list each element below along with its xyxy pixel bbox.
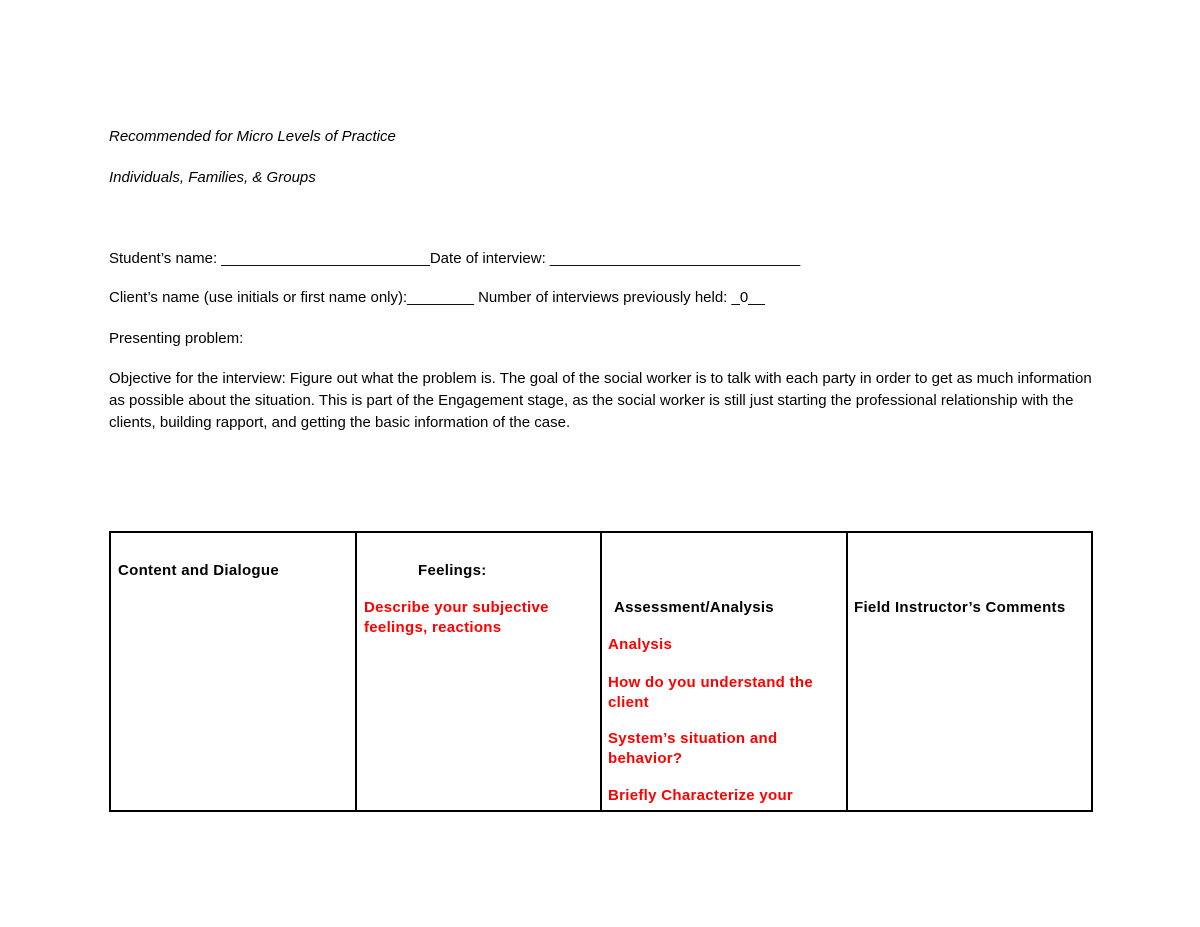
field-instructor-header: Field Instructor’s Comments <box>854 599 1066 616</box>
content-dialogue-header: Content and Dialogue <box>118 562 279 579</box>
assessment-item: Briefly Characterize your <box>608 787 794 804</box>
assessment-header: Assessment/Analysis <box>614 599 774 616</box>
header-practice-level: Recommended for Micro Levels of Practice <box>109 128 396 145</box>
feelings-column <box>357 533 602 810</box>
student-name-date-line: Student’s name: _________________________Date of interview: ______________________________ <box>109 250 801 267</box>
assessment-column <box>602 533 848 810</box>
objective-paragraph: Objective for the interview: Figure out what the problem is. The goal of the social worker is to talk with each party in order to get as much information as possible about the situation. This is part of the Engagement stage, as the social worker is still just starting the professional relationship with the clients, building rapport, and getting the basic information of the case. <box>109 370 1092 431</box>
assessment-item: Analysis <box>608 636 673 653</box>
assessment-item: System’s situation and behavior? <box>608 730 778 767</box>
content-dialogue-column <box>111 533 357 810</box>
feelings-header: Feelings: <box>418 562 487 579</box>
feelings-description: Describe your subjective feelings, reactions <box>364 599 549 636</box>
field-instructor-column <box>848 533 1091 810</box>
header-client-types: Individuals, Families, & Groups <box>109 169 316 186</box>
presenting-problem-label: Presenting problem: <box>109 330 244 347</box>
process-recording-table <box>109 531 1093 812</box>
client-name-interviews-line: Client’s name (use initials or first name only):________ Number of interviews previously held: _0__ <box>109 289 765 306</box>
assessment-item: How do you understand the client <box>608 674 813 711</box>
